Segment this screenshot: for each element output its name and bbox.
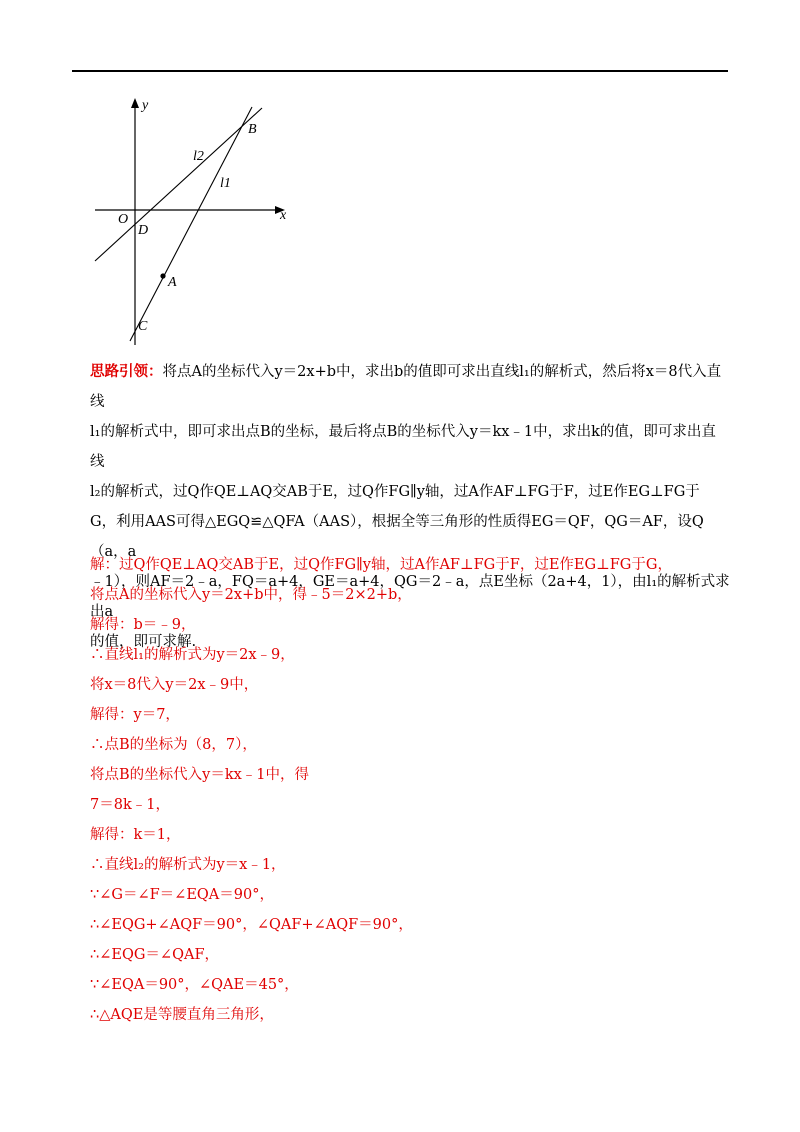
solution-line: ∴△AQE是等腰直角三角形， <box>90 1007 274 1023</box>
solution-line: 将点B的坐标代入y＝kx﹣1中，得 <box>90 767 310 783</box>
header-rule <box>72 70 728 72</box>
hint-line <box>90 357 730 417</box>
solution-line: 解：过Q作QE⊥AQ交AB于E，过Q作FG∥y轴，过A作AF⊥FG于F，过E作EG⊥FG于G， <box>90 557 672 573</box>
line-l2-label: l2 <box>193 149 204 164</box>
hint-paragraph <box>90 357 730 657</box>
hint-line: l₂的解析式，过Q作QE⊥AQ交AB于E，过Q作FG∥y轴，过A作AF⊥FG于F，过E作EG⊥FG于 <box>90 484 700 500</box>
y-axis-arrow <box>131 98 139 108</box>
solution-line: 7＝8k﹣1， <box>90 797 170 813</box>
solution-line: ∴∠EQG+∠AQF＝90°，∠QAF+∠AQF＝90°， <box>90 917 413 933</box>
hint-line: G，利用AAS可得△EGQ≌△QFA（AAS），根据全等三角形的性质得EG＝QF，QG＝AF，设Q（a，a <box>90 514 704 560</box>
solution-line: ∴直线l₁的解析式为y＝2x﹣9， <box>90 647 295 663</box>
solution-line: 解得：y＝7， <box>90 707 180 723</box>
solution-line: ∵∠G＝∠F＝∠EQA＝90°， <box>90 887 274 903</box>
hint-line: ﹣1），则AF＝2﹣a，FQ＝a+4，GE＝a+4，QG＝2﹣a，点E坐标（2a+4，1），由l₁的解析式求出a <box>90 574 730 620</box>
solution-line: ∴点B的坐标为（8，7）， <box>90 737 257 753</box>
point-c-label: C <box>138 319 148 334</box>
hint-title: 思路引领： <box>90 363 163 380</box>
solution-line: ∵∠EQA＝90°，∠QAE＝45°， <box>90 977 299 993</box>
point-a-label: A <box>168 275 177 290</box>
y-axis-label: y <box>142 98 149 113</box>
origin-label: O <box>118 212 129 227</box>
point-b-label: B <box>248 122 257 137</box>
solution-line: ∴∠EQG＝∠QAF， <box>90 947 219 963</box>
line-l2 <box>95 108 262 261</box>
coordinate-figure <box>90 95 290 345</box>
solution-line: 解得：k＝1， <box>90 827 181 843</box>
hint-text: 将点A的坐标代入y＝2x+b中，求出b的值即可求出直线l₁的解析式，然后将x＝8代入直线 <box>90 364 722 410</box>
graph-svg <box>90 95 290 345</box>
hint-line: l₁的解析式中，即可求出点B的坐标，最后将点B的坐标代入y＝kx﹣1中，求出k的值，即可求出直线 <box>90 424 716 470</box>
solution-line: 将x＝8代入y＝2x﹣9中， <box>90 677 259 693</box>
solution-line: 将点A的坐标代入y＝2x+b中，得﹣5＝2×2+b， <box>90 587 412 603</box>
hint-line: 的值，即可求解. <box>90 634 197 650</box>
line-l1 <box>130 107 252 341</box>
x-axis-label: x <box>280 208 287 223</box>
point-a-dot <box>160 273 165 278</box>
solution-line: ∴直线l₂的解析式为y＝x﹣1， <box>90 857 286 873</box>
line-l1-label: l1 <box>220 176 231 191</box>
point-d-label: D <box>138 223 149 238</box>
solution-line: 解得：b＝﹣9， <box>90 617 196 633</box>
